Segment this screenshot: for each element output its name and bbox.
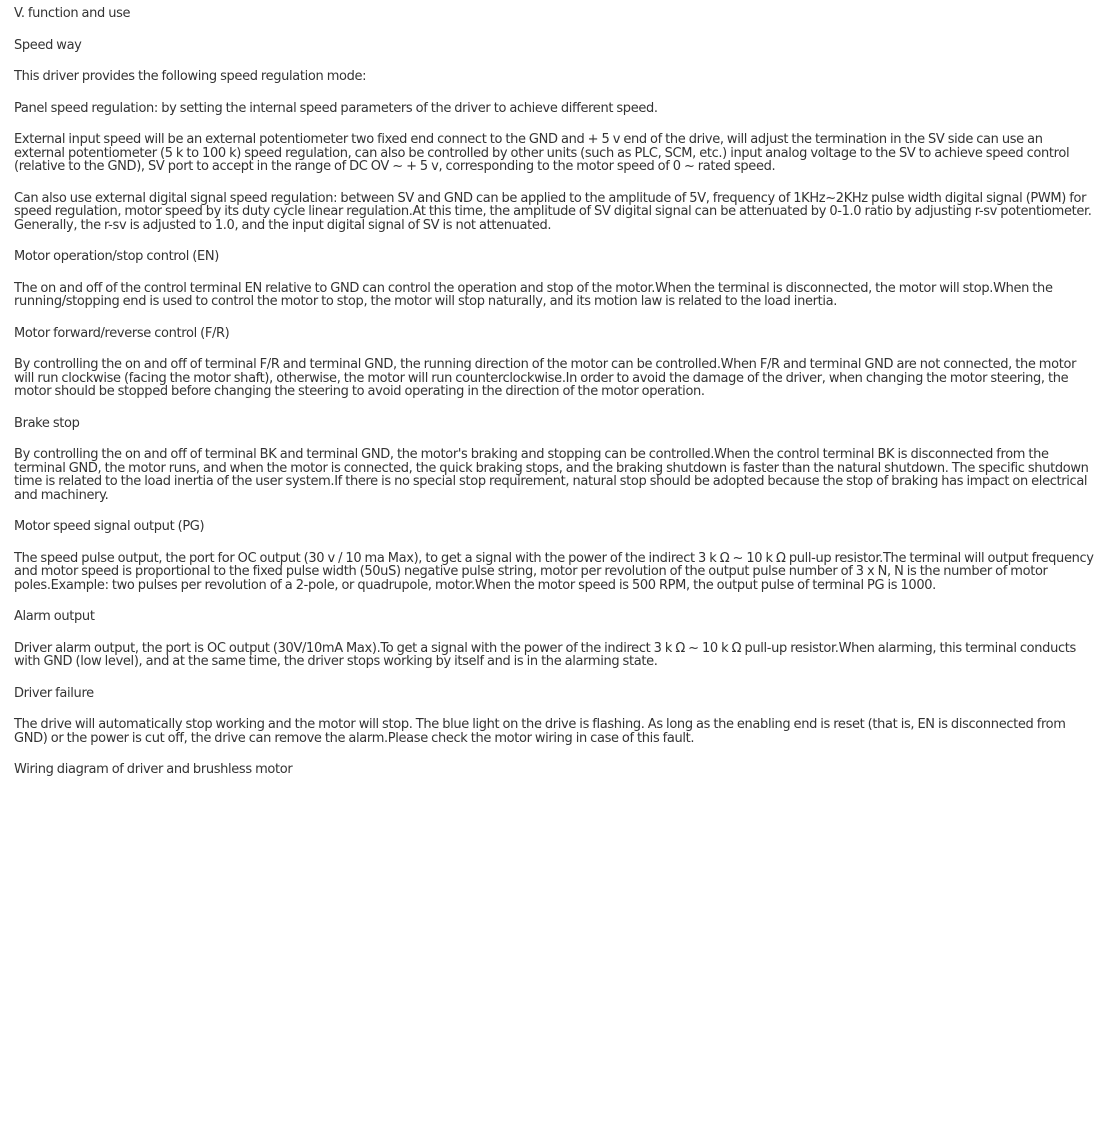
paragraph-digital-signal-speed: Can also use external digital signal speed regulation: between SV and GND can be applied to the amplitude of 5V, frequency of 1KHz~2KHz pulse width digital signal (PWM) for speed regulation, motor speed by its duty cycle linear regulation.At this time, the amplitude of SV digital signal can be attenuated by 0-1.0 ratio by adjusting r-sv potentiometer. Generally, the r-sv is adjusted to 1.0, and the input digital signal of SV is not attenuated. — [14, 190, 1092, 233]
paragraph-speed-modes-intro: This driver provides the following speed regulation mode: — [14, 69, 367, 84]
heading-speed-way: Speed way — [14, 37, 82, 53]
heading-speed-signal-output: Motor speed signal output (PG) — [14, 519, 205, 534]
heading-motor-operation-stop: Motor operation/stop control (EN) — [14, 249, 219, 264]
paragraph-alarm-output: Driver alarm output, the port is OC output (30V/10mA Max).To get a signal with the power of the indirect 3 k Ω ~ 10 k Ω pull-up resistor.When alarming, this terminal conducts with GND (low level), and at the same time, the driver stops working by itself and is in the alarming state. — [14, 640, 1076, 669]
paragraph-motor-operation-stop: The on and off of the control terminal EN relative to GND can control the operation and stop of the motor.When the terminal is disconnected, the motor will stop.When the running/stopping end is used to control the motor to stop, the motor will stop naturally, and its motion law is related to the load inertia. — [14, 280, 1053, 309]
heading-brake-stop: Brake stop — [14, 415, 80, 431]
heading-driver-failure: Driver failure — [14, 685, 94, 701]
paragraph-panel-speed-regulation: Panel speed regulation: by setting the internal speed parameters of the driver to achieve different speed. — [14, 100, 658, 116]
paragraph-brake-stop: By controlling the on and off of terminal BK and terminal GND, the motor's braking and stopping can be controlled.When the control terminal BK is disconnected from the terminal GND, the motor runs, and when the motor is connected, the quick braking stops, and the braking shutdown is faster than the natural shutdown. The specific shutdown time is related to the load inertia of the user system.If there is no special stop requirement, natural stop should be adopted because the stop of braking has impact on electrical and machinery. — [14, 447, 1089, 503]
heading-forward-reverse: Motor forward/reverse control (F/R) — [14, 325, 230, 341]
paragraph-external-input-speed: External input speed will be an external potentiometer two fixed end connect to the GND and + 5 v end of the drive, will adjust the termination in the SV side can use an external potentiometer (5 k to 100 k) speed regulation, can also be controlled by other units (such as PLC, SCM, etc.) input analog voltage to the SV to achieve speed control (relative to the GND), SV port to accept in the range of DC OV ~ + 5 v, corresponding to the motor speed of 0 ~ rated speed. — [14, 132, 1070, 174]
paragraph-forward-reverse: By controlling the on and off of terminal F/R and terminal GND, the running direction of the motor can be controlled.When F/R and terminal GND are not connected, the motor will run clockwise (facing the motor shaft), otherwise, the motor will run counterclockwise.In order to avoid the damage of the driver, when changing the motor steering, the motor should be stopped before changing the steering to avoid operating in the direction of the motor operation. — [14, 357, 1077, 399]
paragraph-speed-signal-output: The speed pulse output, the port for OC output (30 v / 10 ma Max), to get a signal with the power of the indirect 3 k Ω ~ 10 k Ω pull-up resistor.The terminal will output frequency and motor speed is proportional to the fixed pulse width (50uS) negative pulse string, motor per revolution of the output pulse number of 3 x N, N is the number of motor poles.Example: two pulses per revolution of a 2-pole, or quadrupole, motor.When the motor speed is 500 RPM, the output pulse of terminal PG is 1000. — [14, 550, 1094, 593]
section-title: V. function and use — [14, 6, 131, 21]
paragraph-driver-failure: The drive will automatically stop working and the motor will stop. The blue light on the drive is flashing. As long as the enabling end is reset (that is, EN is disconnected from GND) or the power is cut off, the drive can remove the alarm.Please check the motor wiring in case of this fault. — [14, 717, 1066, 746]
heading-alarm-output: Alarm output — [14, 609, 95, 624]
heading-wiring-diagram: Wiring diagram of driver and brushless motor — [14, 762, 293, 777]
